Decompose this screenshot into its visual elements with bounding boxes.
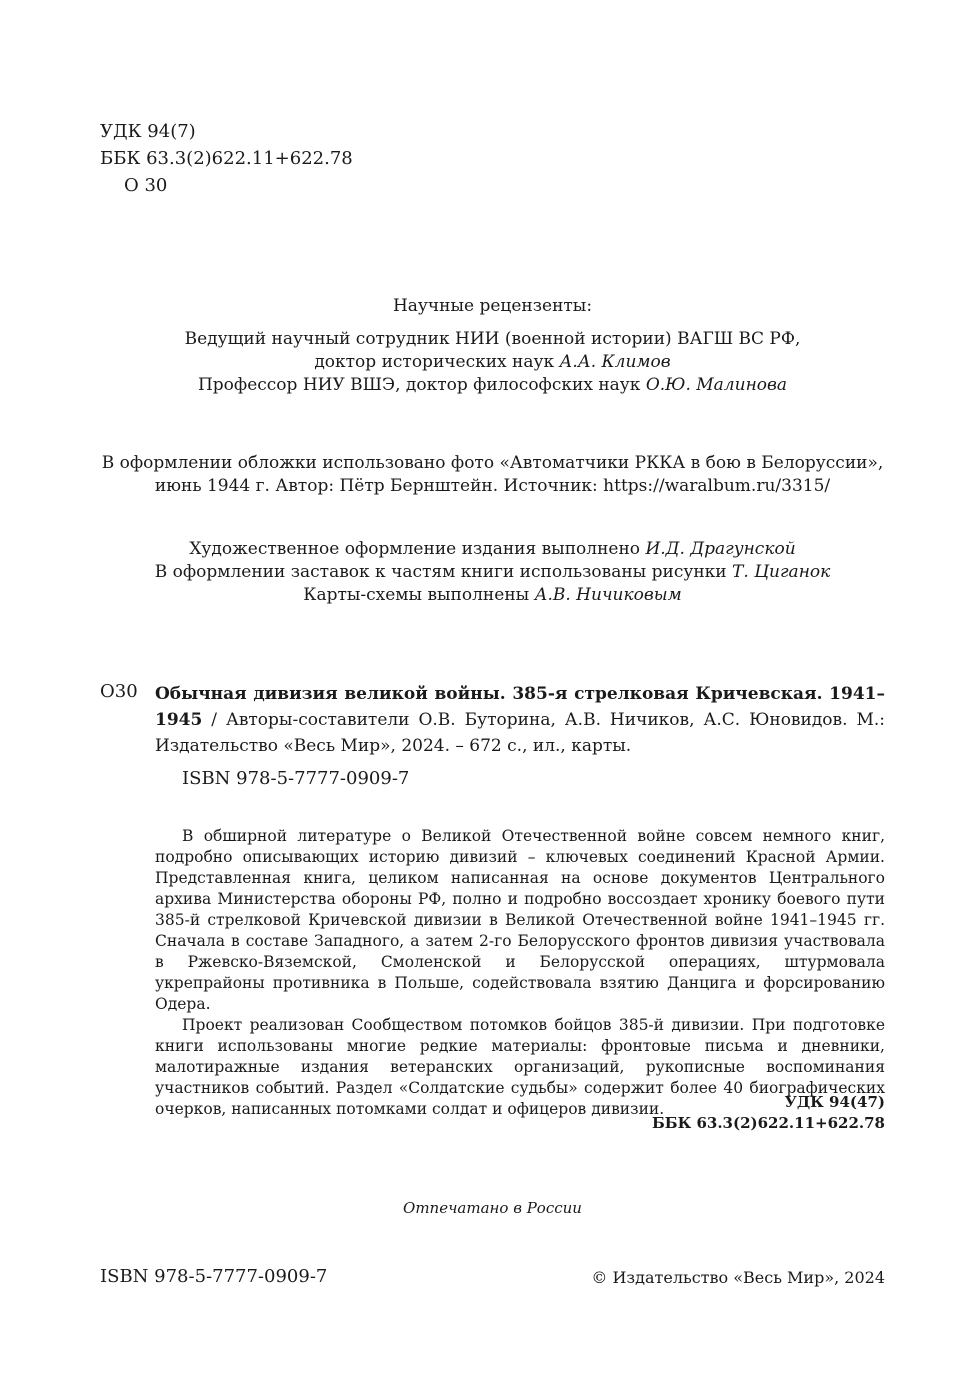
design-credit-1-text: Художественное оформление издания выполнено <box>189 539 646 559</box>
catalog-details: / Авторы-составители О.В. Буторина, А.В. Ничиков, А.С. Юновидов. М.: Издательство «Весь Мир», 2024. – 672 с., ил., карты. <box>155 710 885 756</box>
design-credit-2-name: Т. Циганок <box>732 562 831 582</box>
bbk-right: ББК 63.3(2)622.11+622.78 <box>651 1114 885 1132</box>
design-credits <box>100 538 885 607</box>
reviewer-2-text: Профессор НИУ ВШЭ, доктор философских наук <box>197 375 646 395</box>
book-title: Обычная дивизия великой войны. 385-я стрелковая Кричевская. 1941–1945 <box>155 684 885 730</box>
design-credit-1 <box>100 538 885 561</box>
reviewer-1-degree <box>100 351 885 374</box>
cover-note <box>100 452 885 498</box>
abstract <box>155 826 885 1120</box>
catalog-entry <box>155 681 885 759</box>
bbk-code: ББК 63.3(2)622.11+622.78 <box>100 148 353 169</box>
design-credit-1-name: И.Д. Драгунской <box>645 539 796 559</box>
reviewers-heading: Научные рецензенты: <box>392 296 593 316</box>
cover-note-line-2: июнь 1944 г. Автор: Пётр Бернштейн. Источник: https://waralbum.ru/3315/ <box>154 476 831 496</box>
catalog-code: О30 <box>100 681 138 702</box>
udk-right: УДК 94(47) <box>784 1093 885 1111</box>
cover-note-line-1: В оформлении обложки использовано фото «Автоматчики РККА в бою в Белоруссии», <box>101 453 884 473</box>
reviewer-1-name: А.А. Климов <box>559 352 671 372</box>
reviewer-2-name: О.Ю. Малинова <box>645 375 788 395</box>
abstract-paragraph-1: В обширной литературе о Великой Отечественной войне совсем немного книг, подробно описывающих историю дивизий – ключевых соединений Красной Армии. Представленная книга, целиком написанная на основе документов Центрального архива Министерства обороны РФ, полно и подробно воссоздает хронику боевого пути 385-й стрелковой Кричевской дивизии в Великой Отечественной войне 1941–1945 гг. Сначала в составе Западного, а затем 2-го Белорусского фронтов дивизия участвовала в Ржевско-Вяземской, Смоленской и Белорусской операциях, штурмовала укрепрайоны противника в Польше, содействовала взятию Данцига и форсированию Одера. <box>155 827 885 1013</box>
copyright: © Издательство «Весь Мир», 2024 <box>591 1268 885 1287</box>
classification-right <box>652 1092 885 1134</box>
design-credit-3-name: А.В. Ничиковым <box>534 585 682 605</box>
footer-isbn: ISBN 978-5-7777-0909-7 <box>100 1266 328 1287</box>
catalog-isbn: ISBN 978-5-7777-0909-7 <box>182 768 410 789</box>
reviewer-1-line: Ведущий научный сотрудник НИИ (военной истории) ВАГШ ВС РФ, <box>184 329 801 349</box>
udk-code: УДК 94(7) <box>100 121 196 142</box>
author-mark: О 30 <box>124 175 168 196</box>
printed-in: Отпечатано в России <box>403 1199 582 1217</box>
reviewers-block <box>100 295 885 397</box>
design-credit-2 <box>100 561 885 584</box>
design-credit-3-text: Карты-схемы выполнены <box>303 585 535 605</box>
design-credit-2-text: В оформлении заставок к частям книги использованы рисунки <box>154 562 733 582</box>
classification-codes <box>100 118 353 199</box>
abstract-paragraph-2: Проект реализован Сообществом потомков бойцов 385-й дивизии. При подготовке книги использованы многие редкие материалы: фронтовые письма и дневники, малотиражные издания ветеранских организаций, рукописные воспоминания участников событий. Раздел «Солдатские судьбы» содержит более 40 биографических очерков, написанных потомками солдат и офицеров дивизии. <box>155 1016 885 1118</box>
design-credit-3 <box>100 584 885 607</box>
reviewer-2-line <box>100 374 885 397</box>
reviewer-1-degree-text: доктор исторических наук <box>314 352 560 372</box>
